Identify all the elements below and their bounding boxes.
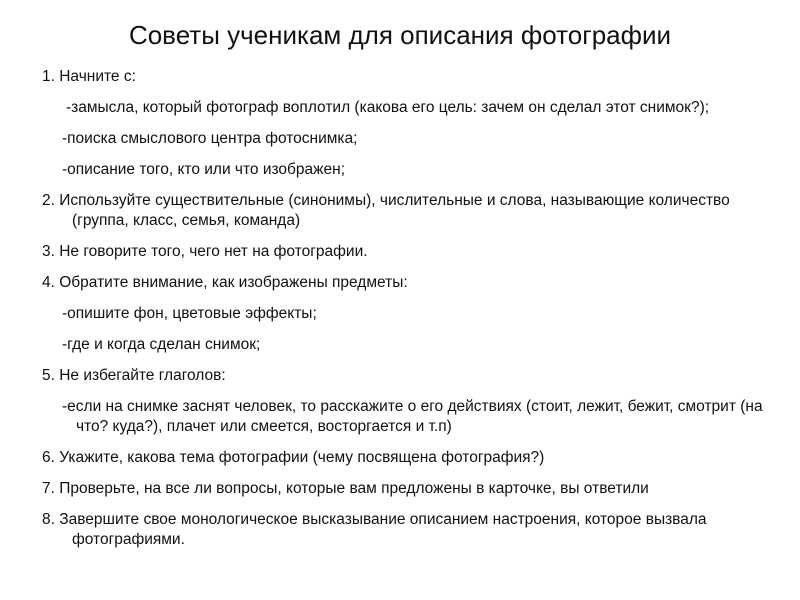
slide-title: Советы ученикам для описания фотографии: [128, 20, 672, 50]
list-item-4-sub-1: -опишите фон, цветовые эффекты;: [62, 305, 317, 322]
list-item-3: 3. Не говорите того, чего нет на фотографии.: [42, 243, 368, 260]
list-item-8: 8. Завершите свое монологическое высказывание описанием настроения, которое вызвала фотографиями.: [42, 511, 707, 548]
list-item-4-sub-2: -где и когда сделан снимок;: [62, 336, 261, 353]
list-item-2: 2. Используйте существительные (синонимы), числительные и слова, называющие количество (группа, класс, семья, команда): [42, 192, 730, 229]
tips-list: [42, 67, 767, 550]
list-item-1: 1. Начните с:: [42, 68, 136, 85]
list-item-1-sub-2: -поиска смыслового центра фотоснимка;: [62, 130, 358, 147]
list-item-7: 7. Проверьте, на все ли вопросы, которые вам предложены в карточке, вы ответили: [42, 480, 649, 497]
list-item-6: 6. Укажите, какова тема фотографии (чему посвящена фотография?): [42, 449, 545, 466]
list-item-4: 4. Обратите внимание, как изображены предметы:: [42, 274, 408, 291]
list-item-1-sub-3: -описание того, кто или что изображен;: [62, 161, 346, 178]
list-item-5: 5. Не избегайте глаголов:: [42, 367, 226, 384]
list-item-5-sub-1: -если на снимке заснят человек, то расскажите о его действиях (стоит, лежит, бежит, смотрит (на что? куда?), плачет или смеется, восторгается и т.п): [62, 398, 763, 435]
list-item-1-sub-1: -замысла, который фотограф воплотил (какова его цель: зачем он сделал этот снимок?);: [66, 99, 710, 116]
